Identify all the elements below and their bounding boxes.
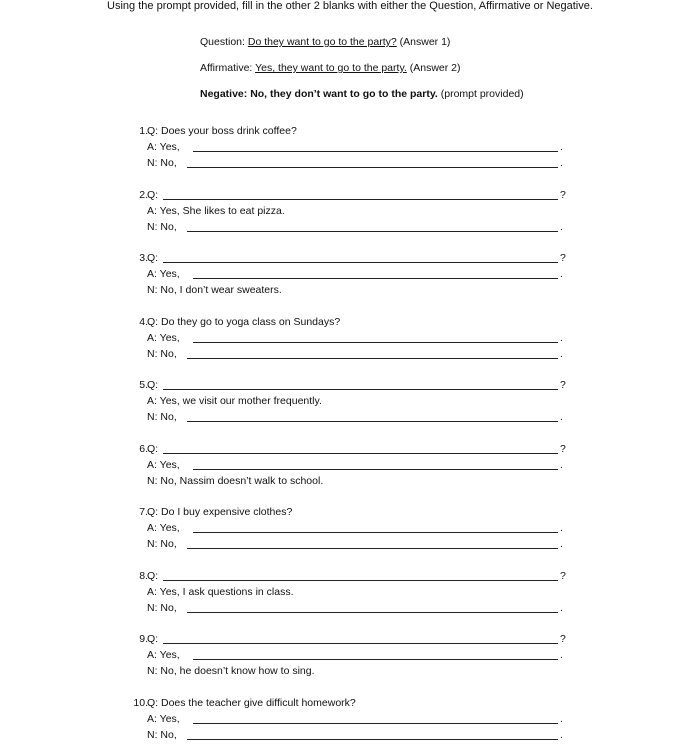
negative-text: N: No,	[147, 157, 177, 169]
question-answer-blank[interactable]	[163, 389, 558, 390]
affirmative-line	[128, 458, 588, 472]
exercise-item	[128, 188, 588, 236]
negative-text: N: No, he doesn’t know how to sing.	[147, 665, 315, 677]
question-end-punctuation: ?	[560, 379, 566, 391]
question-answer-blank[interactable]	[163, 580, 558, 581]
negative-text: N: No,	[147, 602, 177, 614]
exercise-item	[128, 315, 588, 363]
affirmative-text: A: Yes,	[147, 522, 180, 534]
question-answer-blank[interactable]	[163, 199, 558, 200]
question-end-punctuation: ?	[560, 189, 566, 201]
question-text: Q:	[147, 379, 159, 391]
negative-line	[128, 601, 588, 615]
negative-line	[128, 728, 588, 742]
negative-text: N: No,	[147, 411, 177, 423]
affirmative-answer-blank[interactable]	[193, 659, 558, 660]
affirmative-text: A: Yes,	[147, 649, 180, 661]
affirmative-answer-blank[interactable]	[193, 151, 558, 152]
question-line	[128, 505, 588, 519]
question-text: Q:	[147, 189, 159, 201]
affirmative-text: A: Yes,	[147, 713, 180, 725]
affirmative-text: A: Yes, we visit our mother frequently.	[147, 395, 322, 407]
affirmative-end-punctuation: .	[560, 459, 563, 471]
affirmative-text: A: Yes,	[147, 332, 180, 344]
negative-text: N: No,	[147, 538, 177, 550]
affirmative-end-punctuation: .	[560, 332, 563, 344]
item-number: 5.	[139, 379, 148, 391]
question-answer-blank[interactable]	[163, 643, 558, 644]
affirmative-line	[128, 331, 588, 345]
question-line	[128, 124, 588, 138]
affirmative-end-punctuation: .	[560, 268, 563, 280]
question-end-punctuation: ?	[560, 252, 566, 264]
negative-text: N: No,	[147, 348, 177, 360]
affirmative-line	[128, 204, 588, 218]
negative-end-punctuation: .	[560, 729, 563, 741]
negative-answer-blank[interactable]	[187, 167, 558, 168]
affirmative-text: A: Yes, She likes to eat pizza.	[147, 205, 285, 217]
exercise-item	[128, 442, 588, 490]
question-text: Q: Does the teacher give difficult homework?	[147, 697, 356, 709]
question-text: Q:	[147, 633, 159, 645]
question-answer-blank[interactable]	[163, 453, 558, 454]
affirmative-line	[128, 648, 588, 662]
negative-answer-blank[interactable]	[187, 548, 558, 549]
exercise-item	[128, 632, 588, 680]
example-negative-label: Negative:	[200, 88, 248, 100]
item-number: 6.	[139, 443, 148, 455]
affirmative-answer-blank[interactable]	[193, 342, 558, 343]
example-affirmative-label: Affirmative:	[200, 62, 253, 74]
question-text: Q:	[147, 252, 159, 264]
question-line	[128, 696, 588, 710]
item-number: 1.	[139, 125, 148, 137]
negative-line	[128, 537, 588, 551]
affirmative-line	[128, 267, 588, 281]
negative-end-punctuation: .	[560, 602, 563, 614]
example-affirmative-answer: Yes, they want to go to the party.	[255, 62, 407, 74]
question-text: Q: Do I buy expensive clothes?	[147, 506, 293, 518]
instructions: Using the prompt provided, fill in the other 2 blanks with either the Question, Affirmative or Negative.	[107, 0, 593, 12]
negative-answer-blank[interactable]	[187, 739, 558, 740]
example-negative-note: (prompt provided)	[440, 88, 524, 100]
negative-end-punctuation: .	[560, 411, 563, 423]
negative-line	[128, 347, 588, 361]
question-end-punctuation: ?	[560, 443, 566, 455]
negative-answer-blank[interactable]	[187, 612, 558, 613]
affirmative-line	[128, 712, 588, 726]
question-line	[128, 632, 588, 646]
affirmative-text: A: Yes,	[147, 459, 180, 471]
affirmative-answer-blank[interactable]	[193, 532, 558, 533]
affirmative-text: A: Yes,	[147, 268, 180, 280]
negative-end-punctuation: .	[560, 538, 563, 550]
question-end-punctuation: ?	[560, 570, 566, 582]
example-affirmative-note: (Answer 2)	[409, 62, 461, 74]
negative-text: N: No,	[147, 221, 177, 233]
item-number: 7.	[139, 506, 148, 518]
affirmative-line	[128, 521, 588, 535]
affirmative-end-punctuation: .	[560, 649, 563, 661]
exercise-item	[128, 569, 588, 617]
question-line	[128, 315, 588, 329]
negative-line	[128, 410, 588, 424]
negative-text: N: No,	[147, 729, 177, 741]
negative-text: N: No, I don’t wear sweaters.	[147, 284, 282, 296]
question-end-punctuation: ?	[560, 633, 566, 645]
exercise-item	[128, 505, 588, 553]
affirmative-line	[128, 394, 588, 408]
affirmative-end-punctuation: .	[560, 522, 563, 534]
affirmative-answer-blank[interactable]	[193, 723, 558, 724]
item-number: 3.	[139, 252, 148, 264]
example-negative	[200, 88, 524, 101]
question-line	[128, 251, 588, 265]
exercise-item	[128, 251, 588, 299]
example-question-note: (Answer 1)	[399, 36, 451, 48]
affirmative-end-punctuation: .	[560, 713, 563, 725]
negative-answer-blank[interactable]	[187, 421, 558, 422]
item-number: 10.	[133, 697, 148, 709]
negative-line	[128, 156, 588, 170]
negative-end-punctuation: .	[560, 348, 563, 360]
exercise-item	[128, 378, 588, 426]
negative-end-punctuation: .	[560, 221, 563, 233]
question-text: Q: Does your boss drink coffee?	[147, 125, 297, 137]
question-line	[128, 442, 588, 456]
negative-answer-blank[interactable]	[187, 358, 558, 359]
affirmative-text: A: Yes, I ask questions in class.	[147, 586, 294, 598]
item-number: 9.	[139, 633, 148, 645]
item-number: 2.	[139, 189, 148, 201]
example-negative-answer: No, they don’t want to go to the party.	[250, 88, 438, 100]
item-number: 8.	[139, 570, 148, 582]
negative-line	[128, 283, 588, 297]
negative-answer-blank[interactable]	[187, 231, 558, 232]
example-affirmative	[200, 62, 461, 75]
negative-line	[128, 664, 588, 678]
item-number: 4.	[139, 316, 148, 328]
question-line	[128, 188, 588, 202]
affirmative-line	[128, 585, 588, 599]
affirmative-text: A: Yes,	[147, 141, 180, 153]
affirmative-end-punctuation: .	[560, 141, 563, 153]
question-line	[128, 378, 588, 392]
question-answer-blank[interactable]	[163, 262, 558, 263]
affirmative-answer-blank[interactable]	[193, 469, 558, 470]
example-question-label: Question:	[200, 36, 245, 48]
exercise-item	[128, 696, 588, 744]
question-text: Q:	[147, 570, 159, 582]
example-question	[200, 36, 450, 49]
negative-line	[128, 220, 588, 234]
question-text: Q: Do they go to yoga class on Sundays?	[147, 316, 341, 328]
exercise-item	[128, 124, 588, 172]
affirmative-answer-blank[interactable]	[193, 278, 558, 279]
question-text: Q:	[147, 443, 159, 455]
question-line	[128, 569, 588, 583]
negative-end-punctuation: .	[560, 157, 563, 169]
example-question-answer: Do they want to go to the party?	[247, 36, 397, 48]
affirmative-line	[128, 140, 588, 154]
negative-line	[128, 474, 588, 488]
negative-text: N: No, Nassim doesn’t walk to school.	[147, 475, 324, 487]
